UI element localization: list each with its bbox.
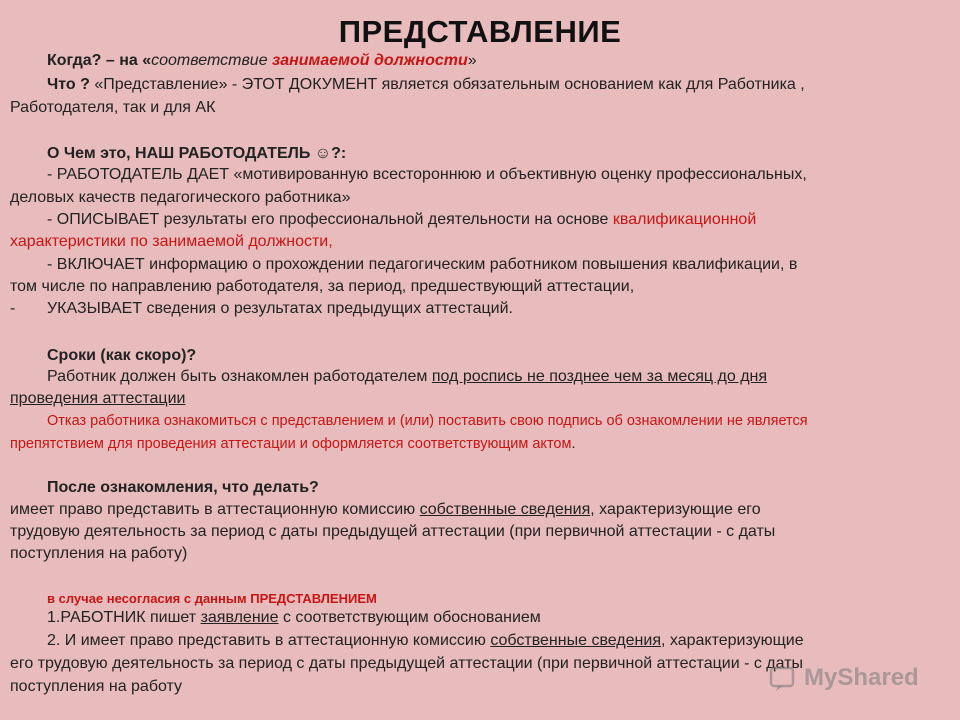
watermark-logo-icon	[768, 663, 798, 693]
terms-red-end: .	[571, 436, 576, 452]
disagree-item2-b: , характеризующие	[660, 632, 804, 649]
about-item4-dash: -	[10, 300, 16, 317]
after-end: , характеризующие его	[590, 501, 761, 518]
disagree-item1-a: 1.РАБОТНИК пишет	[47, 609, 201, 626]
terms-heading: Сроки (как скоро)?	[47, 347, 197, 364]
disagree-heading-red: в случае несогласия с данным	[47, 591, 251, 606]
terms-line1	[47, 366, 767, 388]
about-item2-red: квалификационной	[612, 211, 757, 228]
when-end: »	[467, 52, 477, 69]
about-item1-line1: - РАБОТОДАТЕЛЬ ДАЕТ «мотивированную всестороннюю и объективную оценку профессиональных,	[47, 166, 807, 183]
about-heading: О Чем это, НАШ РАБОТОДАТЕЛЬ ☺?:	[47, 145, 347, 162]
disagree-heading-red2: ПРЕДСТАВЛЕНИЕМ	[250, 591, 377, 606]
page-title: ПРЕДСТАВЛЕНИЕ	[338, 14, 622, 49]
what-label: Что ?	[47, 76, 95, 93]
what-line-2: Работодателя, так и для АК	[10, 99, 216, 116]
when-italic: соответствие	[151, 52, 273, 69]
after-line2: трудовую деятельность за период с даты предыдущей аттестации (при первичной аттестации - с даты	[10, 523, 776, 540]
disagree-item2-line3: поступления на работу	[10, 678, 183, 695]
after-line1	[10, 499, 761, 521]
terms-red-line2	[10, 433, 575, 455]
after-text: имеет право представить в аттестационную комиссию	[10, 501, 420, 518]
when-label: Когда? – на «	[47, 52, 152, 69]
after-heading: После ознакомления, что делать?	[47, 479, 319, 496]
disagree-item1-b: с соответствующим обоснованием	[278, 609, 541, 626]
when-line	[47, 50, 477, 72]
disagree-item1-under: заявление	[200, 609, 279, 626]
terms-red-text: препятствием для проведения аттестации и оформляется соответствующим актом	[10, 436, 572, 452]
after-line3: поступления на работу)	[10, 545, 188, 562]
what-line-1	[47, 74, 805, 96]
about-item1-line2: деловых качеств педагогического работника»	[10, 189, 351, 206]
terms-underlined: под роспись не позднее чем за месяц до дня	[431, 368, 768, 385]
terms-red-line1: Отказ работника ознакомиться с представлением и (или) поставить свою подпись об ознакомлении не является	[47, 413, 808, 429]
watermark-text: MyShared	[804, 664, 919, 691]
terms-text: Работник должен быть ознакомлен работодателем	[47, 368, 432, 385]
what-text-1: «Представление» - ЭТОТ ДОКУМЕНТ является обязательным основанием как для Работника ,	[94, 76, 805, 93]
about-item2-line1	[47, 209, 756, 231]
about-item3-line2: том числе по направлению работодателя, за период, предшествующий аттестации,	[10, 278, 635, 295]
after-underlined: собственные сведения	[419, 501, 591, 518]
disagree-item2-line1	[47, 630, 804, 652]
disagree-item2-under: собственные сведения	[490, 632, 661, 649]
disagree-item2-a: 2. И имеет право представить в аттестационную комиссию	[47, 632, 491, 649]
disagree-item2-line2: его трудовую деятельность за период с даты предыдущей аттестации (при первичной аттестации - с даты	[10, 655, 804, 672]
about-item2-text: - ОПИСЫВАЕТ результаты его профессиональной деятельности на основе	[47, 211, 613, 228]
about-item3-line1: - ВКЛЮЧАЕТ информацию о прохождении педагогическим работником повышения квалификации, в	[47, 256, 798, 273]
watermark	[768, 658, 938, 698]
terms-line2: проведения аттестации	[10, 390, 186, 407]
disagree-item1	[47, 607, 541, 629]
when-italic-red: занимаемой должности	[272, 52, 468, 69]
about-item2-line2: характеристики по занимаемой должности,	[10, 233, 333, 250]
about-item4: УКАЗЫВАЕТ сведения о результатах предыдущих аттестаций.	[47, 300, 513, 317]
